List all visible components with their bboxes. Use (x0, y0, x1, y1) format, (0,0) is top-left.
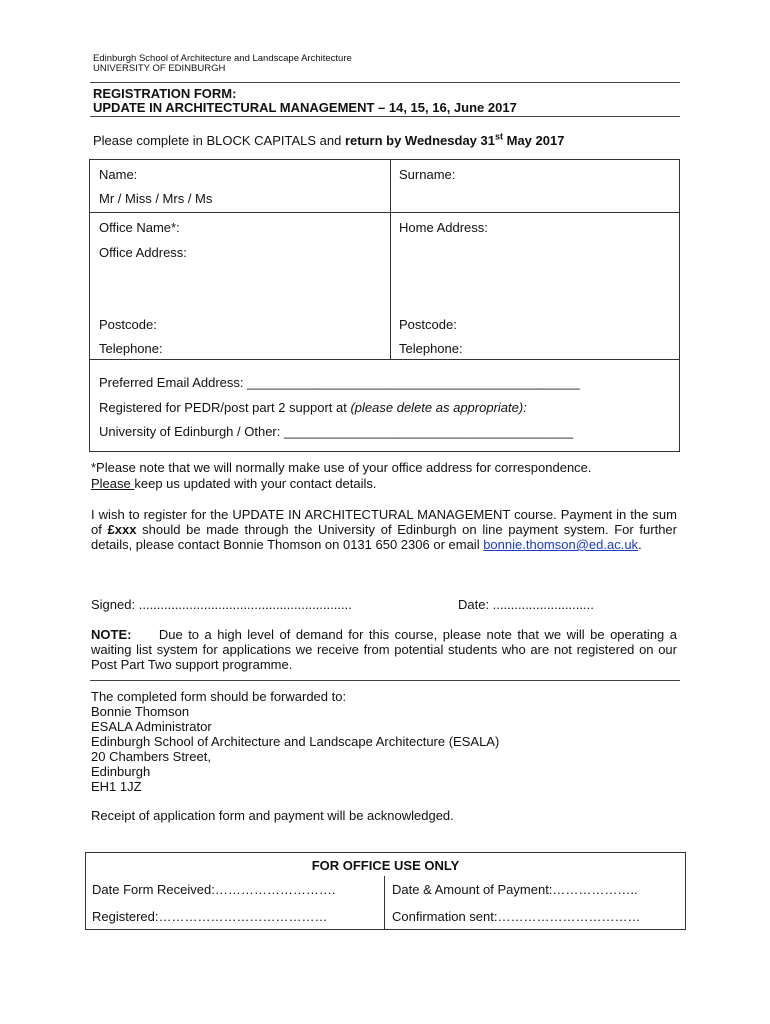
instruction-text: Please complete in BLOCK CAPITALS and return by Wednesday 31st May 2017 (93, 131, 565, 148)
form-subtitle: UPDATE IN ARCHITECTURAL MANAGEMENT – 14, 15, 16, June 2017 (93, 100, 517, 115)
registered-field[interactable]: Registered:………………………………… (92, 909, 328, 924)
forward-address-line: EH1 1JZ (91, 779, 142, 794)
home-postcode-field[interactable]: Postcode: (399, 317, 457, 332)
pedr-support-choice[interactable]: University of Edinburgh / Other: ________________________________________ (99, 424, 574, 439)
form-title: REGISTRATION FORM: (93, 86, 237, 101)
header-divider (90, 82, 680, 83)
payment-paragraph: I wish to register for the UPDATE IN ARCHITECTURAL MANAGEMENT course. Payment in the sum of £xxx should be made through the University of Edinburgh on line payment system. For further details, please contact Bonnie Thomson on 0131 650 2306 or email bonnie.thomson@ed.ac.uk. (91, 507, 677, 552)
name-field[interactable]: Name: (99, 167, 138, 182)
school-name: Edinburgh School of Architecture and Landscape Architecture (93, 53, 352, 64)
office-address-field[interactable]: Office Address: (99, 245, 187, 260)
forward-intro: The completed form should be forwarded to: (91, 689, 347, 704)
title-options[interactable]: Mr / Miss / Mrs / Ms (99, 191, 213, 206)
date-form-received-field[interactable]: Date Form Received:………………………. (92, 882, 336, 897)
confirmation-sent-field[interactable]: Confirmation sent:…………………………… (392, 909, 641, 924)
forward-address-line: 20 Chambers Street, (91, 749, 211, 764)
update-note: Please keep us updated with your contact details. (91, 476, 377, 491)
office-name-field[interactable]: Office Name*: (99, 220, 180, 235)
form-column-divider (390, 159, 391, 359)
address-note: *Please note that we will normally make use of your office address for correspondence. (91, 460, 592, 475)
waiting-list-note: NOTE: Due to a high level of demand for this course, please note that we will be operating a waiting list system for applications we receive from potential students who are not registered on our Post Part Two support programme. (91, 627, 677, 672)
form-row-divider-right (390, 212, 679, 213)
payment-date-amount-field[interactable]: Date & Amount of Payment:……………….. (392, 882, 638, 897)
home-address-field[interactable]: Home Address: (399, 220, 488, 235)
forward-address-line: Edinburgh School of Architecture and Landscape Architecture (ESALA) (91, 734, 500, 749)
contact-email-link[interactable]: bonnie.thomson@ed.ac.uk (483, 537, 639, 552)
form-row-divider-left (90, 212, 390, 213)
office-telephone-field[interactable]: Telephone: (99, 341, 163, 356)
title-divider (90, 116, 680, 117)
university-name: UNIVERSITY OF EDINBURGH (93, 63, 226, 74)
surname-field[interactable]: Surname: (399, 167, 456, 182)
pedr-support-question: Registered for PEDR/post part 2 support at (please delete as appropriate): (99, 400, 527, 415)
home-telephone-field[interactable]: Telephone: (399, 341, 463, 356)
office-use-heading: FOR OFFICE USE ONLY (311, 858, 460, 873)
date-field[interactable]: Date: ............................ (458, 597, 594, 612)
note-divider (90, 680, 680, 681)
receipt-note: Receipt of application form and payment will be acknowledged. (91, 808, 454, 823)
email-field[interactable]: Preferred Email Address: ______________________________________________ (99, 375, 580, 390)
forward-address-line: Edinburgh (91, 764, 151, 779)
forward-address-line: ESALA Administrator (91, 719, 212, 734)
office-use-divider (384, 876, 385, 929)
forward-address-line: Bonnie Thomson (91, 704, 190, 719)
office-postcode-field[interactable]: Postcode: (99, 317, 157, 332)
form-section-divider (90, 359, 679, 360)
signed-field[interactable]: Signed: ........................................................... (91, 597, 352, 612)
